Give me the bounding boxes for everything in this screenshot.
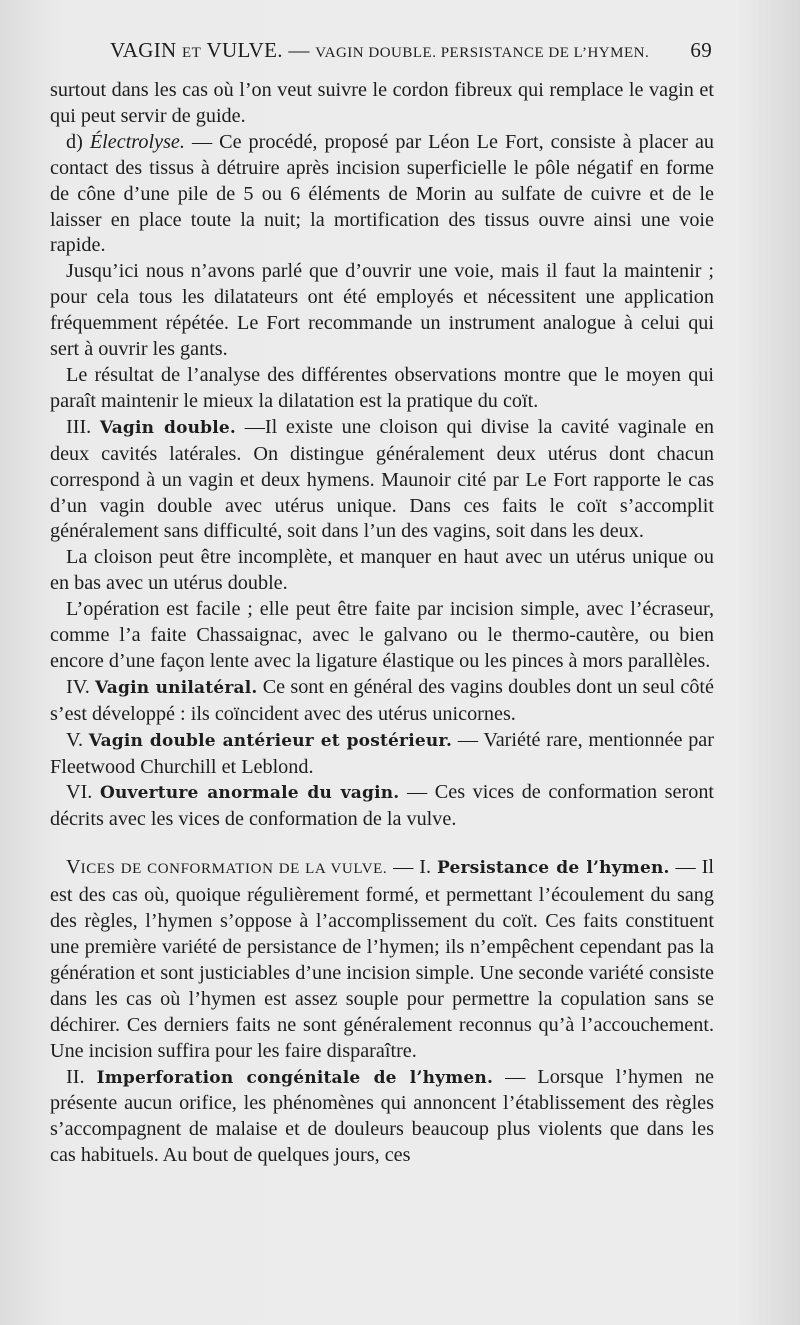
paragraph-vagin-double — [50, 415, 714, 546]
running-title-part: VULVE. — [206, 38, 283, 62]
paragraph: La cloison peut être incomplète, et manquer en haut avec un utérus unique ou en bas avec un utérus double. — [50, 546, 714, 595]
paragraph-vagin-unilateral — [50, 675, 714, 728]
running-header — [110, 38, 712, 68]
list-label: V. — [66, 728, 84, 751]
small-caps-initial: V — [66, 856, 81, 879]
paragraph-text: — Variété rare, mentionnée par Fleetwood Churchill et Leblond. — [50, 728, 714, 778]
running-title-dash: — — [288, 38, 310, 62]
section-heading: Ouverture anormale du vagin. — [99, 783, 400, 804]
running-title-part: VAGIN — [110, 38, 177, 62]
paragraph-imperforation — [50, 1065, 714, 1170]
section-heading-italic: Électrolyse. — [89, 130, 185, 153]
section-heading: Vagin unilatéral. — [94, 677, 258, 698]
running-title — [110, 38, 649, 63]
running-title-subtitle: VAGIN DOUBLE. PERSISTANCE DE L’HYMEN. — [315, 45, 650, 61]
section-heading: Imperforation congénitale de l’hymen. — [96, 1067, 494, 1088]
list-label: VI. — [66, 781, 93, 804]
paragraph-vagin-double-ant-post — [50, 728, 714, 781]
list-label: III. — [66, 415, 92, 438]
section-gap — [50, 833, 714, 855]
paragraph: L’opération est facile ; elle peut être faite par incision simple, avec l’écraseur, comme l’a faite Chassaignac, avec le galvano ou le thermo-cautère, ou bien encore d’une façon lente avec la ligature élastique ou les pinces à mors parallèles. — [50, 598, 714, 672]
paragraph: surtout dans les cas où l’on veut suivre le cordon fibreux qui remplace le vagin et qui peut servir de guide. — [50, 79, 714, 127]
paragraph-text: — Il est des cas où, quoique régulièrement formé, et permettant l’écoulement du sang des règles, l’hymen s’oppose à l’accomplissement du coït. Ces faits constituent une première variété de persistance de l’hymen; ils n’empêchent cependant pas la génération et sont justiciables d’une incision simple. Une seconde variété consiste dans les cas où l’hymen est assez souple pour permettre la copulation sans se déchirer. Ces derniers faits ne sont généralement reconnus qu’à l’accouchement. Une incision suffira pour les faire disparaître. — [50, 856, 714, 1062]
paragraph-text: —Il existe une cloison qui divise la cavité vaginale en deux cavités latérales. On distingue généralement deux utérus dont chacun correspond à un vagin et deux hymens. Maunoir cité par Le Fort rapporte le cas d’un vagin double avec utérus unique. Dans ces faits le coït s’accomplit généralement sans difficulté, soit dans l’un des vagins, soit dans les deux. — [50, 415, 714, 543]
list-label: d) — [66, 130, 83, 153]
paragraph-electrolyse — [50, 130, 714, 260]
paragraph-text: — Ce procédé, proposé par Léon Le Fort, consiste à placer au contact des tissus à détruire après incision superficielle le pôle négatif en forme de cône d’une pile de 5 ou 6 éléments de Morin au sulfate de cuivre et de le laisser en place toute la nuit; la mortification des tissus ouvre ainsi une voie rapide. — [50, 130, 714, 257]
list-label: II. — [66, 1065, 85, 1088]
section-heading: Persistance de l’hymen. — [436, 858, 670, 879]
paragraph-text: — Ces vices de conformation seront décrits avec les vices de conformation de la vulve. — [50, 781, 715, 831]
list-label: — I. — [387, 856, 432, 879]
running-title-part: ET — [182, 45, 202, 61]
section-heading: Vagin double. — [99, 417, 237, 438]
paragraph-persistance-hymen — [50, 855, 714, 1064]
list-label: IV. — [66, 675, 90, 698]
paragraph-text: Ce sont en général des vagins doubles dont un seul côté s’est développé : ils coïncident avec des utérus unicornes. — [50, 675, 715, 725]
page-number: 69 — [690, 38, 712, 62]
paragraph-text: — Lorsque l’hymen ne présente aucun orifice, les phénomènes qui annoncent l’établissement des règles s’accompagnent de malaise et de douleurs beaucoup plus violents que dans les cas habituels. Au bout de quelques jours, ces — [50, 1065, 715, 1167]
page-body — [50, 78, 714, 1169]
paragraph: Jusqu’ici nous n’avons parlé que d’ouvrir une voie, mais il faut la maintenir ; pour cela tous les dilatateurs ont été employés et nécessitent une application fréquemment répétée. Le Fort recommande un instrument analogue à celui qui sert à ouvrir les gants. — [50, 260, 714, 361]
paragraph: Le résultat de l’analyse des différentes observations montre que le moyen qui paraît maintenir le mieux la dilatation est la pratique du coït. — [50, 363, 714, 412]
section-title-small-caps: ICES DE CONFORMATION DE LA VULVE. — [80, 861, 388, 878]
paragraph-ouverture-anormale — [50, 780, 714, 833]
section-heading: Vagin double antérieur et postérieur. — [88, 730, 453, 751]
